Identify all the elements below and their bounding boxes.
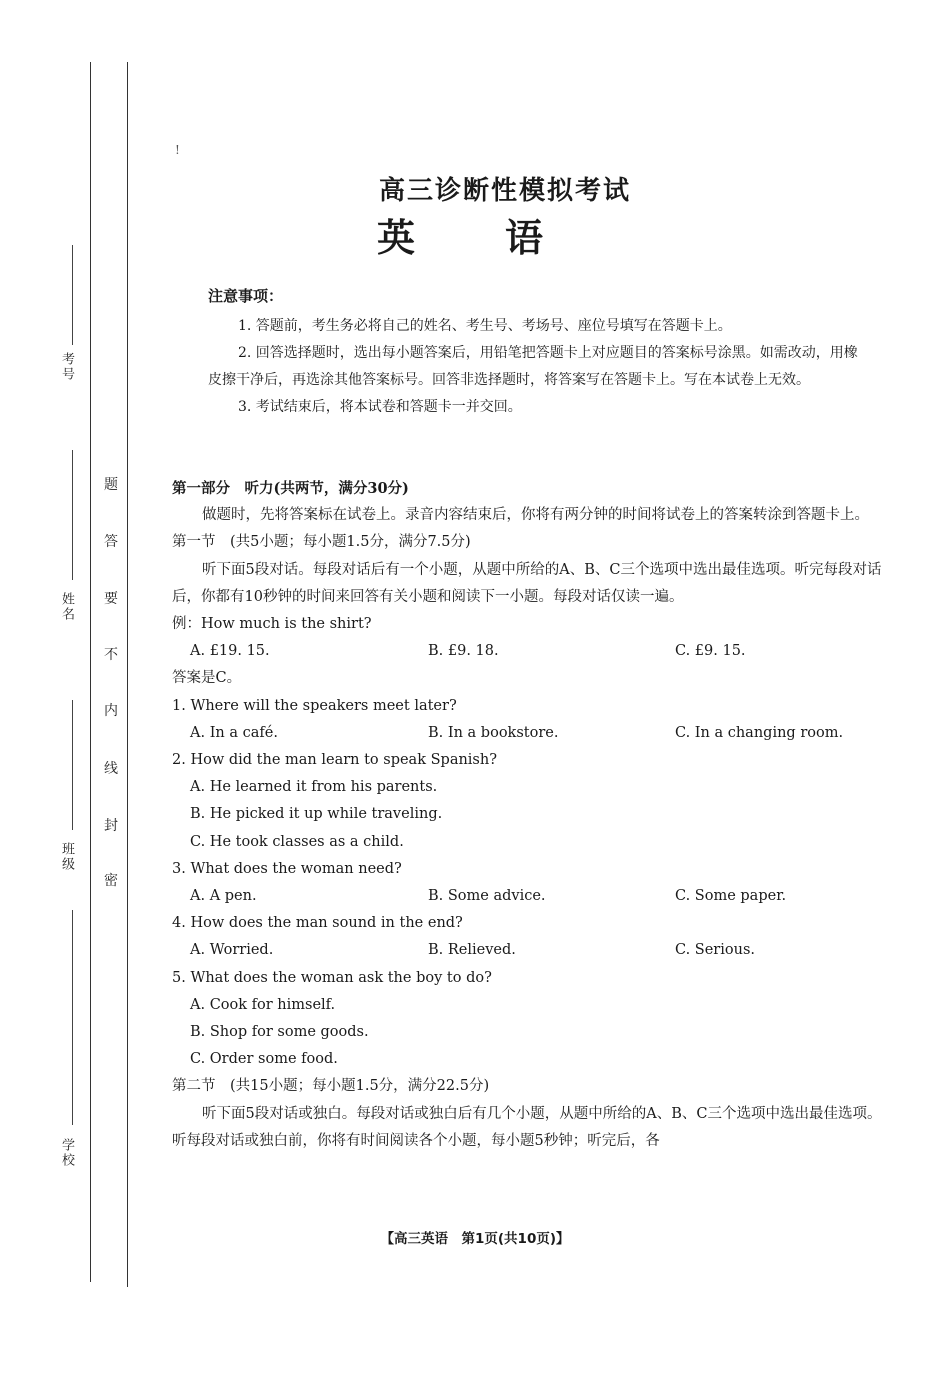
option-c: C. Some paper. — [675, 888, 787, 905]
option-b: B. Shop for some goods. — [190, 1024, 369, 1041]
seal-char: 封 — [104, 818, 118, 834]
section2-intro: 听下面5段对话或独白。每段对话或独白后有几个小题，从题中所给的A、B、C三个选项中选出最佳选项。听每段对话或独白前，你将有时间阅读各个小题，每小题5秒钟；听完后，各 — [172, 1105, 882, 1149]
option-c: C. Serious. — [675, 942, 755, 959]
question-options — [172, 937, 892, 964]
seal-char: 不 — [104, 647, 118, 663]
option-c: C. Order some food. — [190, 1051, 338, 1068]
option-b: B. Relieved. — [428, 942, 516, 959]
option-c: C. In a changing room. — [675, 724, 844, 741]
option-c: C. He took classes as a child. — [190, 833, 404, 850]
name-label: 姓名 — [59, 592, 74, 622]
option-a: A. In a café. — [190, 724, 278, 741]
notice-item: 1. 答题前，考生务必将自己的姓名、考生号、考场号、座位号填写在答题卡上。 — [238, 318, 732, 334]
question-stem: 4. How does the man sound in the end? — [172, 915, 463, 932]
seal-char: 密 — [104, 873, 118, 889]
notice-item: 2. 回答选择题时，选出每小题答案后，用铅笔把答题卡上对应题目的答案标号涂黑。如需改动，用橡皮擦干净后，再选涂其他答案标号。回答非选择题时，将答案写在答题卡上。写在本试卷上无效。 — [208, 345, 858, 388]
option-c: C. £9. 15. — [675, 643, 746, 660]
question-stem: 5. What does the woman ask the boy to do? — [172, 969, 492, 986]
exam-title: 高三诊断性模拟考试 — [378, 176, 631, 206]
exam-no-label: 考号 — [59, 352, 74, 382]
option-a: A. £19. 15. — [190, 643, 270, 660]
notice-item: 3. 考试结束后，将本试卷和答题卡一并交回。 — [238, 399, 522, 415]
example-answer: 答案是C。 — [172, 670, 242, 687]
name-line — [72, 450, 73, 580]
option-b: B. In a bookstore. — [428, 724, 559, 741]
question-options — [172, 720, 892, 747]
class-label: 班级 — [59, 842, 74, 872]
class-line — [72, 700, 73, 830]
notice-list — [208, 313, 868, 421]
option-b: B. Some advice. — [428, 888, 546, 905]
seal-char: 题 — [104, 477, 118, 493]
school-line — [72, 910, 73, 1125]
option-a: A. Cook for himself. — [190, 996, 336, 1013]
part1-title: 第一部分 听力(共两节，满分30分) — [172, 480, 409, 497]
option-a: A. Worried. — [190, 942, 274, 959]
option-b: B. £9. 18. — [428, 643, 499, 660]
example-options — [172, 638, 892, 665]
question-stem: 1. Where will the speakers meet later? — [172, 697, 457, 714]
question-options — [172, 883, 892, 910]
example-stem: 例：How much is the shirt? — [172, 616, 372, 633]
option-b: B. He picked it up while traveling. — [190, 806, 443, 823]
seal-char: 要 — [104, 591, 118, 607]
notice-heading: 注意事项： — [208, 287, 284, 305]
question-stem: 2. How did the man learn to speak Spanish? — [172, 752, 497, 769]
option-a: A. He learned it from his parents. — [190, 779, 438, 796]
subject-title: 英语 — [376, 216, 633, 260]
option-a: A. A pen. — [190, 888, 257, 905]
section1-intro: 听下面5段对话。每段对话后有一个小题，从题中所给的A、B、C三个选项中选出最佳选项。听完每段对话后，你都有10秒钟的时间来回答有关小题和阅读下一小题。每段对话仅读一遍。 — [172, 561, 882, 605]
seal-char: 内 — [104, 703, 118, 719]
listening-part — [172, 475, 892, 1155]
seal-char: 答 — [104, 534, 118, 550]
corner-mark: ! — [175, 143, 180, 157]
school-label: 学校 — [59, 1138, 74, 1168]
part1-intro: 做题时，先将答案标在试卷上。录音内容结束后，你将有两分钟的时间将试卷上的答案转涂到答题卡上。 — [202, 507, 869, 524]
seal-char: 线 — [104, 761, 118, 777]
section1-title: 第一节 (共5小题；每小题1.5分，满分7.5分) — [172, 534, 471, 551]
section2-title: 第二节 (共15小题；每小题1.5分，满分22.5分) — [172, 1078, 490, 1095]
page-footer: 【高三英语 第1页(共10页)】 — [380, 1231, 570, 1247]
question-stem: 3. What does the woman need? — [172, 860, 402, 877]
